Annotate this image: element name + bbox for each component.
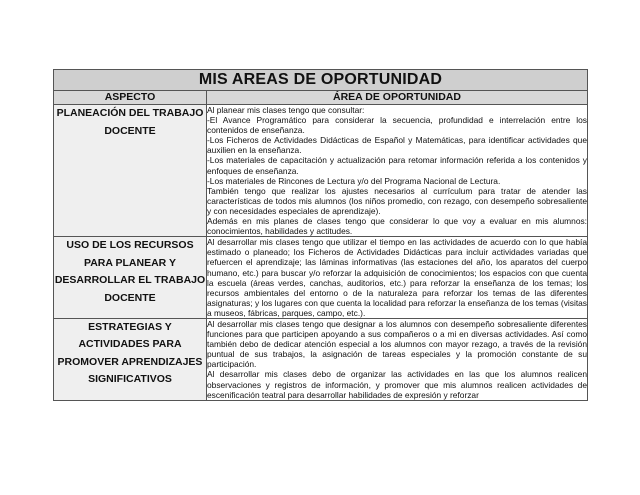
aspect-cell: PLANEACIÓN DEL TRABAJO DOCENTE xyxy=(54,105,207,237)
table-row xyxy=(54,105,588,237)
area-paragraph: Al desarrollar mis clases tengo que utilizar el tiempo en las actividades de acuerdo con lo que había estimado o planeado; los Ficheros de Actividades Didácticas para incluir actividades variadas que refuercen el aprendizaje; las láminas informativas (las estaciones del año, los aparatos del cuerpo humano, etc.) para buscar y/o reforzar la adquisición de conocimientos; los espacios con que cuenta la escuela (áreas verdes, canchas, auditorios, etc.) para reforzar la enseñanza de los temas; los recursos ambientales del entorno o de la naturaleza para reforzar los temas de las diferentes asignaturas; y los lugares con que cuenta la localidad para reforzar la enseñanza de los temas (visitas a museos, fábricas, parques, campo, etc.). xyxy=(207,237,587,318)
opportunity-areas-table xyxy=(53,69,588,401)
area-paragraph: -Los Ficheros de Actividades Didácticas de Español y Matemáticas, para identificar actividades que auxilien en la enseñanza. xyxy=(207,135,587,156)
area-paragraph: Al desarrollar mis clases debo de organizar las actividades en las que los alumnos realicen observaciones y registros de información, y promover que mis alumnos realicen actividades de escenificación teatral para desarrollar habilidades de expresión y reforzar xyxy=(207,369,587,400)
title-row xyxy=(54,70,588,91)
area-paragraph: También tengo que realizar los ajustes necesarios al currículum para tratar de atender las características de todos mis alumnos (los niños promedio, con rezago, con desempeño sobresaliente y con necesidades especiales de aprendizaje). xyxy=(207,185,587,216)
header-row xyxy=(54,91,588,105)
table-title: MIS AREAS DE OPORTUNIDAD xyxy=(54,70,588,91)
area-cell xyxy=(207,318,588,400)
area-paragraph: Al planear mis clases tengo que consultar: xyxy=(207,105,365,115)
area-paragraph: -Los materiales de capacitación y actualización para retomar información referida a los contenidos y enfoques de enseñanza. xyxy=(207,155,587,176)
table-row xyxy=(54,237,588,319)
area-cell xyxy=(207,237,588,319)
area-paragraph: -Los materiales de Rincones de Lectura y/o del Programa Nacional de Lectura. xyxy=(207,175,501,186)
header-area: ÁREA DE OPORTUNIDAD xyxy=(207,91,588,105)
area-paragraph: Además en mis planes de clases tengo que considerar lo que voy a evaluar en mis alumnos: conocimientos, habilidades y actitudes. xyxy=(207,216,587,237)
aspect-cell: USO DE LOS RECURSOS PARA PLANEAR Y DESARROLLAR EL TRABAJO DOCENTE xyxy=(54,237,207,319)
header-aspect: ASPECTO xyxy=(54,91,207,105)
aspect-cell: ESTRATEGIAS Y ACTIVIDADES PARA PROMOVER APRENDIZAJES SIGNIFICATIVOS xyxy=(54,318,207,400)
area-cell xyxy=(207,105,588,237)
area-paragraph: Al desarrollar mis clases tengo que designar a los alumnos con desempeño sobresaliente diferentes funciones para que participen apoyando a sus compañeros o a mi en diversas actividades. Así como también debo de dedicar atención especial a los alumnos con mayor rezago, a través de la revisión puntual de sus trabajos, la asignación de tareas especiales y la promoción constante de su participación. xyxy=(207,318,587,370)
area-paragraph: -El Avance Programático para considerar la secuencia, profundidad e interrelación entre los contenidos de enseñanza. xyxy=(207,115,587,136)
table-row xyxy=(54,318,588,400)
